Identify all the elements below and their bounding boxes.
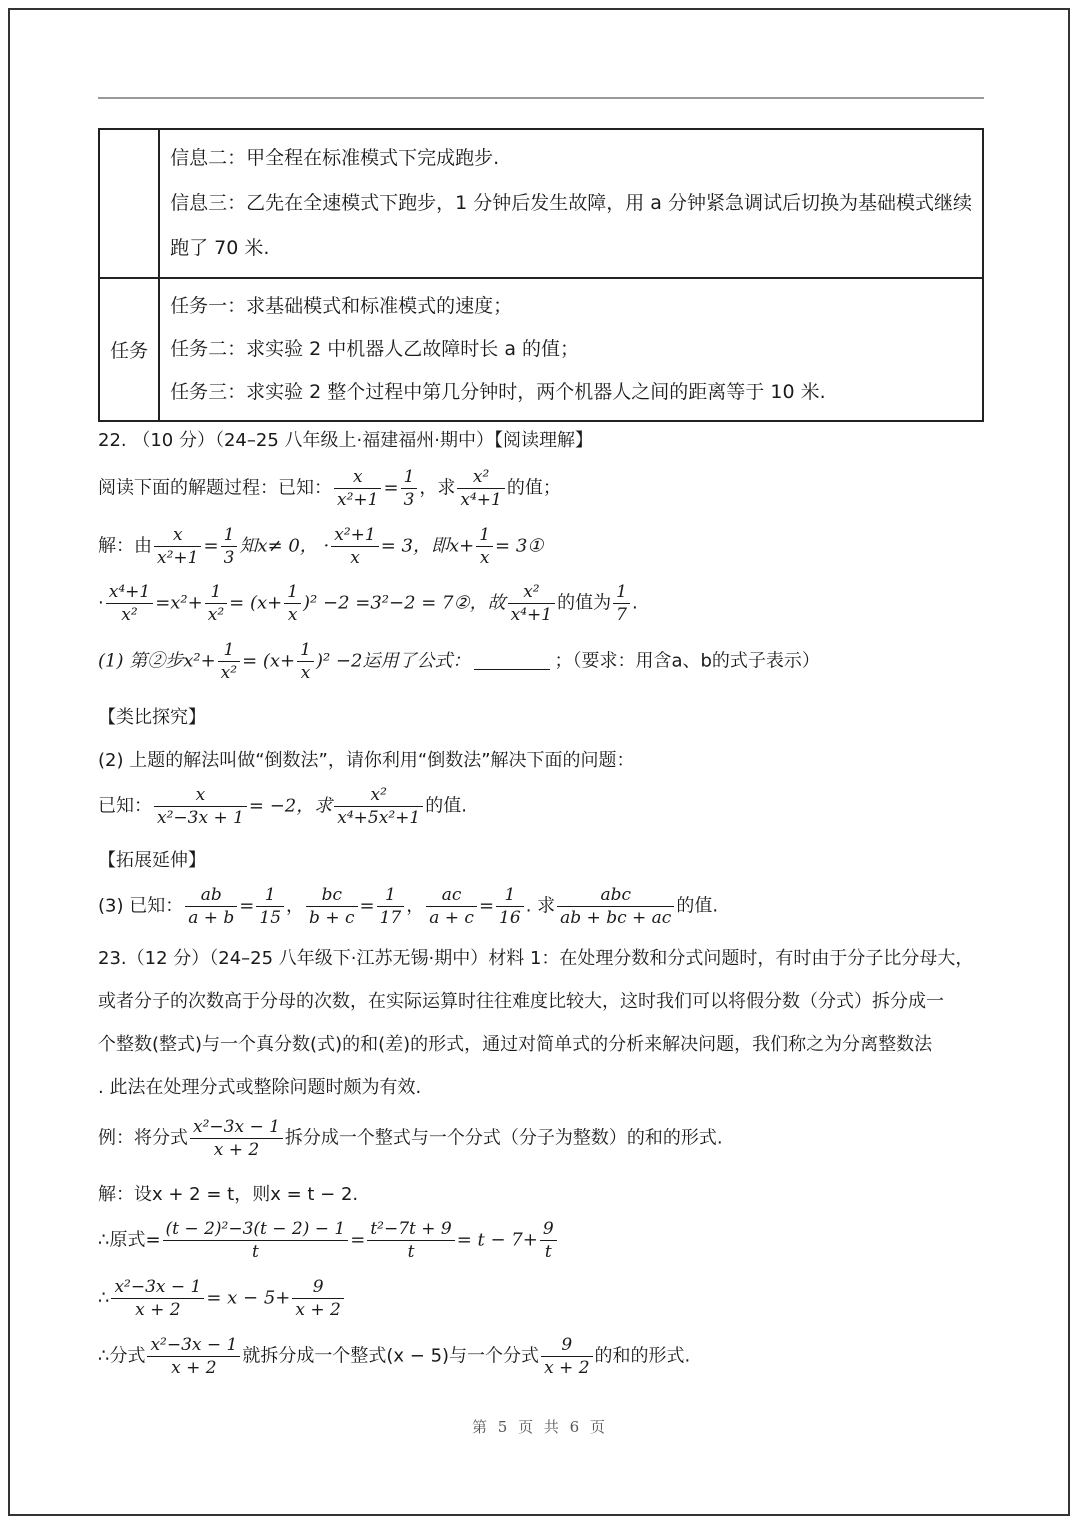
header-rule xyxy=(98,97,984,99)
task-line-2: 任务二：求实验 2 中机器人乙故障时长 a 的值； xyxy=(170,338,580,360)
fraction: $\frac{1}{\text{x²}}$ xyxy=(218,639,240,684)
extend-title: 【拓展延伸】 xyxy=(98,850,206,871)
fraction: $\frac{1}{\text{x²}}$ xyxy=(205,581,227,626)
fraction: $\frac{\text{x²−3x − 1}}{x + 2}$ xyxy=(147,1334,240,1379)
fraction: $\frac{\text{x⁴+1}}{\text{x²}}$ xyxy=(106,581,153,626)
fraction: $\frac{1}{3}$ xyxy=(221,524,238,569)
fraction: $\frac{1}{17}$ xyxy=(377,884,405,929)
fraction: $\frac{1}{3}$ xyxy=(401,466,418,511)
info-line-3: 信息三：乙先在全速模式下跑步，1 分钟后发生故障，用 a 分钟紧急调试后切换为基础模式继续 xyxy=(170,192,972,214)
q23-result-line: ∴ $\frac{\text{x²−3x − 1}}{x + 2}$ = x − 5+ $\frac{9}{x + 2}$ xyxy=(98,1276,346,1321)
q22-part2-text: (2) 上题的解法叫做“倒数法”，请你利用“倒数法”解决下面的问题： xyxy=(98,750,635,771)
row-label xyxy=(99,129,159,278)
q22-step2-line: · $\frac{\text{x⁴+1}}{\text{x²}}$ =x²+ $\frac{1}{\text{x²}}$ = (x+ $\frac{1}{x}$ )² −2 =3²−2 = 7②，故 $\frac{\text{x²}}{\text{x⁴+1}}$ 的值为 $\frac{1}{7}$ . xyxy=(98,582,638,625)
task-line-1: 任务一：求基础模式和标准模式的速度； xyxy=(170,295,513,317)
q22-part3-line: (3) 已知： $\frac{ab}{a + b}$ = $\frac{1}{15}$ ， $\frac{bc}{b + c}$ = $\frac{1}{17}$ ， $\frac{ac}{a + c}$ = $\frac{1}{16}$ . 求 $\frac{\text{abc}}{ab + bc + ac}$ 的值. xyxy=(98,885,719,928)
q23-line-4: . 此法在处理分式或整除问题时颇为有效. xyxy=(98,1077,422,1098)
fraction: $\frac{9}{x + 2}$ xyxy=(541,1334,592,1379)
fraction: $\frac{9}{x + 2}$ xyxy=(292,1276,343,1321)
task-line-3: 任务三：求实验 2 整个过程中第几分钟时，两个机器人之间的距离等于 10 米. xyxy=(170,381,826,403)
fraction: $\frac{1}{15}$ xyxy=(256,884,284,929)
q23-line-3: 个整数(整式)与一个真分数(式)的和(差)的形式，通过对简单式的分析来解决问题，我们称之为分离整数法 xyxy=(98,1034,933,1055)
fraction: $\frac{x}{\text{x²−3x + 1}}$ xyxy=(154,784,247,829)
page-number-footer: 第 5 页 共 6 页 xyxy=(472,1418,608,1436)
q23-material-paragraph xyxy=(98,937,988,1109)
q23-example: 例：将分式 $\frac{\text{x²−3x − 1}}{x + 2}$ 拆分成一个整式与一个分式（分子为整数）的和的形式. xyxy=(98,1117,723,1160)
fraction: $\frac{\text{abc}}{ab + bc + ac}$ xyxy=(557,884,674,929)
fraction: $\frac{\text{x²+1}}{x}$ xyxy=(331,524,378,569)
fraction: $\frac{1}{16}$ xyxy=(496,884,524,929)
fraction: $\frac{9}{t}$ xyxy=(540,1218,557,1263)
fraction: $\frac{\text{(t − 2)²−3(t − 2) − 1}}{t}$ xyxy=(163,1218,349,1263)
fraction: $\frac{ac}{a + c}$ xyxy=(426,884,477,929)
answer-blank[interactable] xyxy=(474,669,550,670)
info-line-3-cont: 跑了 70 米. xyxy=(170,237,270,259)
q22-read-line: 阅读下面的解题过程：已知： $\frac{x}{\text{x²+1}}$ = $\frac{1}{3}$ ，求 $\frac{\text{x²}}{\text{x⁴+1}}$ 的值； xyxy=(98,467,561,510)
fraction: $\frac{1}{7}$ xyxy=(613,581,630,626)
fraction: $\frac{ab}{a + b}$ xyxy=(185,884,237,929)
q23-original-line: ∴原式= $\frac{\text{(t − 2)²−3(t − 2) − 1}}{t}$ = $\frac{\text{t²−7t + 9}}{t}$ = t − 7+ $\frac{9}{t}$ xyxy=(98,1218,559,1263)
q23-line-2: 或者分子的次数高于分母的次数，在实际运算时往往难度比较大，这时我们可以将假分数（分式）拆分成一 xyxy=(98,991,944,1012)
fraction: $\frac{bc}{b + c}$ xyxy=(306,884,357,929)
fraction: $\frac{1}{x}$ xyxy=(284,581,301,626)
q23-solution: 解：设x + 2 = t，则x = t − 2. xyxy=(98,1184,359,1205)
fraction: $\frac{x}{\text{x²+1}}$ xyxy=(154,524,201,569)
q23-line-1: 23.（12 分）（24–25 八年级下·江苏无锡·期中）材料 1：在处理分数和分式问题时，有时由于分子比分母大， xyxy=(98,948,974,969)
info-line-2: 信息二：甲全程在标准模式下完成跑步. xyxy=(170,147,500,169)
q23-final-line: ∴分式 $\frac{\text{x²−3x − 1}}{x + 2}$ 就拆分成一个整式(x − 5)与一个分式 $\frac{9}{x + 2}$ 的和的形式. xyxy=(98,1335,691,1378)
fraction: $\frac{\text{x²}}{\text{x⁴+1}}$ xyxy=(457,466,504,511)
q22-header: 22. （10 分）（24–25 八年级上·福建福州·期中）【阅读理解】 xyxy=(98,430,593,451)
table-row-tasks xyxy=(99,278,983,421)
task-table xyxy=(98,128,984,422)
fraction: $\frac{\text{x²}}{\text{x⁴+1}}$ xyxy=(508,581,555,626)
fraction: $\frac{x}{\text{x²+1}}$ xyxy=(334,466,381,511)
row-label-tasks: 任务 xyxy=(99,278,159,421)
q22-part2-given: 已知： $\frac{x}{\text{x²−3x + 1}}$ = −2，求 $\frac{\text{x²}}{\text{x⁴+5x²+1}}$ 的值. xyxy=(98,785,467,828)
fraction: $\frac{\text{x²}}{\text{x⁴+5x²+1}}$ xyxy=(334,784,423,829)
fraction: $\frac{\text{t²−7t + 9}}{t}$ xyxy=(367,1218,454,1263)
fraction: $\frac{\text{x²−3x − 1}}{x + 2}$ xyxy=(190,1116,283,1161)
fraction: $\frac{\text{x²−3x − 1}}{x + 2}$ xyxy=(111,1276,204,1321)
table-row-info xyxy=(99,129,983,278)
q22-part1-line: (1) 第②步x²+ $\frac{1}{\text{x²}}$ = (x+ $\frac{1}{x}$ )² −2运用了公式： ；（要求：用含a、b的式子表示） xyxy=(98,640,820,683)
fraction: $\frac{1}{x}$ xyxy=(297,639,314,684)
q22-solution-line: 解：由 $\frac{x}{\text{x²+1}}$ = $\frac{1}{3}$ 知x≠ 0， · $\frac{\text{x²+1}}{x}$ = 3，即x+ $\frac{1}{x}$ = 3① xyxy=(98,525,544,568)
analogy-title: 【类比探究】 xyxy=(98,707,206,728)
fraction: $\frac{1}{x}$ xyxy=(476,524,493,569)
